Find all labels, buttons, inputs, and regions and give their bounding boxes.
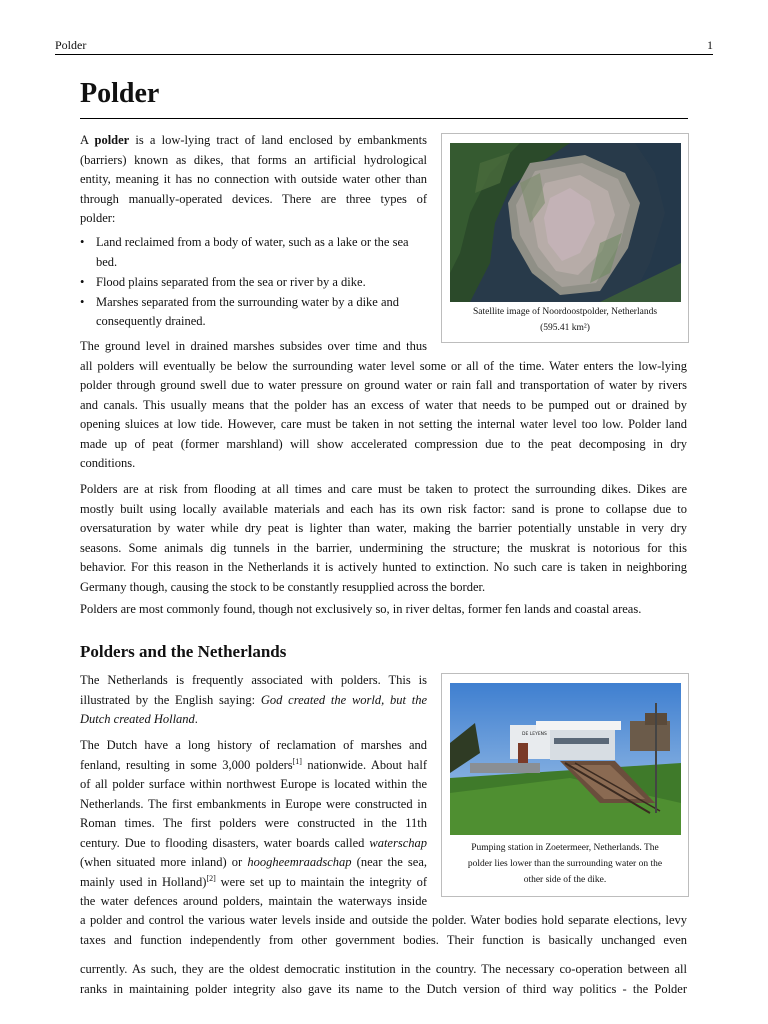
text-line: taxes and function independently from other government bodies. Their function is basically unchanged even bbox=[80, 932, 687, 947]
paragraph-history-cont bbox=[80, 911, 687, 950]
paragraph-association bbox=[80, 671, 427, 730]
text-line: opening sluices at low tide. However, care must be taken in not setting the internal water level too low. Polder land bbox=[80, 417, 687, 431]
text-line: currently. As such, they are the oldest democratic institution in the country. The necessary co-operation between all bbox=[80, 962, 687, 976]
figure-pumping-station bbox=[441, 673, 689, 897]
term-waterschap: waterschap bbox=[369, 835, 427, 850]
list-item: • Flood plains separated from the sea or river by a dike. bbox=[80, 275, 366, 289]
text-line: fenland, resulting in some 3,000 polders[1] nationwide. About half bbox=[80, 756, 427, 772]
text-line: (when situated more inland) or hoogheemraadschap (near the sea, bbox=[80, 855, 428, 869]
text-line: polder through ground swell due to water pressure on ground water or rain fall and transportation of water by rivers bbox=[80, 378, 687, 392]
station-sign: DE LEYENS bbox=[522, 732, 547, 737]
paragraph-history bbox=[80, 736, 427, 912]
text-line: Germany though, causing the stock to be constantly resupplied across the border. bbox=[80, 579, 486, 594]
text-line: The ground level in drained marshes subsides over time and thus bbox=[80, 339, 427, 353]
text-line: seasons. Some animals dig tunnels in the barrier, undermining the structure; the muskrat is notorious for this bbox=[80, 540, 687, 555]
text-line: illustrated by the English saying: God created the world, but the bbox=[80, 692, 427, 707]
text-line: Dutch created Holland. bbox=[80, 712, 198, 726]
text-line: and canals. This usually means that the polder has an excess of water that needs to be pumped out or drained by bbox=[80, 397, 687, 412]
text-line: the water defences around polders, maintain the waterways inside bbox=[80, 894, 427, 908]
text-line: a polder and control the various water levels inside and outside the polder. Water bodies hold separate elections, levy bbox=[80, 913, 687, 927]
reference-1[interactable]: [1] bbox=[292, 756, 302, 766]
list-item: • Land reclaimed from a body of water, such as a lake or the sea bed. bbox=[80, 235, 409, 269]
intro-paragraph bbox=[80, 131, 427, 229]
text-line: Polders are most commonly found, though not exclusively so, in river deltas, former fen lands and coastal areas. bbox=[80, 602, 642, 616]
text-line: Netherlands. The first embankments in Europe were constructed in bbox=[80, 796, 427, 811]
text-line: behavior. For this reason in the Netherlands it is actively hunted to extinction. No such care is taken in neighboring bbox=[80, 560, 687, 574]
intro-line: A polder is a low-lying tract of land enclosed by embankments bbox=[80, 133, 427, 147]
polder-types-list bbox=[80, 233, 422, 332]
intro-line: entity, meaning it has no connection with outside water other than bbox=[80, 172, 427, 186]
text-line: made up of peat (former marshland) will show accelerated compression due to the peat decomposing in dry bbox=[80, 436, 687, 451]
article-title: Polder bbox=[80, 78, 160, 109]
satellite-image bbox=[450, 143, 681, 302]
text-line: The Dutch have a long history of reclamation of marshes and bbox=[80, 738, 427, 752]
intro-line: polder: bbox=[80, 211, 116, 225]
figure-caption: Pumping station in Zoetermeer, Netherlands. The polder lies lower than the surrounding water on the other side of the dike. bbox=[467, 843, 663, 885]
term-hoogheemraadschap: hoogheemraadschap bbox=[247, 855, 352, 869]
paragraph-locations bbox=[80, 600, 687, 620]
paragraph-flooding-risk bbox=[80, 480, 687, 597]
text-line: Polders are at risk from flooding at all times and care must be taken to protect the surrounding dikes. Dikes are bbox=[80, 482, 687, 496]
term-polder: polder bbox=[94, 133, 130, 147]
pumping-station-photo bbox=[450, 683, 681, 835]
running-header-title: Polder bbox=[55, 38, 87, 52]
section-heading: Polders and the Netherlands bbox=[80, 642, 287, 661]
paragraph-democratic bbox=[80, 960, 687, 999]
text-line: mostly built using locally available materials and each has its own risk factor: sand is prone to collapse due to bbox=[80, 501, 687, 516]
saying-quote: God created the world, but the bbox=[260, 692, 427, 707]
paragraph-subsidence bbox=[80, 337, 687, 474]
text-line: of all polder surface within northwest Europe is located within the bbox=[80, 777, 427, 791]
text-line: The Netherlands is frequently associated with polders. This is bbox=[80, 673, 427, 687]
reference-2[interactable]: [2] bbox=[206, 873, 216, 883]
running-header bbox=[55, 38, 713, 55]
intro-line: (barriers) known as dikes, that forms an artificial hydrological bbox=[80, 152, 427, 167]
page-number: 1 bbox=[707, 38, 713, 52]
text-line: Roman times. The first polders were constructed in the 11th bbox=[80, 816, 427, 830]
list-item: • Marshes separated from the surrounding water by a dike and consequently drained. bbox=[80, 294, 400, 328]
text-line: oversaturation by water while dry peat is lighter than water, making the barrier potentially unstable in very dry bbox=[80, 521, 687, 535]
figure-caption: Satellite image of Noordoostpolder, Netherlands (595.41 km²) bbox=[472, 307, 658, 333]
text-line: mainly used in Holland)[2] were set up to maintain the integrity of bbox=[80, 873, 427, 889]
text-line: ranks in maintaining polder integrity also gave its name to the Dutch version of third way politics - the Polder bbox=[80, 981, 687, 996]
text-line: all polders will eventually be below the surrounding water level some or all of the time. Water enters the low-lying bbox=[80, 358, 687, 373]
intro-line: through manually-operated devices. There are three types of bbox=[80, 191, 427, 206]
saying-quote: Dutch created Holland bbox=[80, 712, 195, 726]
title-rule bbox=[80, 118, 688, 119]
figure-satellite bbox=[441, 133, 689, 343]
text-line: conditions. bbox=[80, 456, 136, 470]
text-line: century. Due to flooding disasters, water boards called waterschap bbox=[80, 835, 427, 850]
